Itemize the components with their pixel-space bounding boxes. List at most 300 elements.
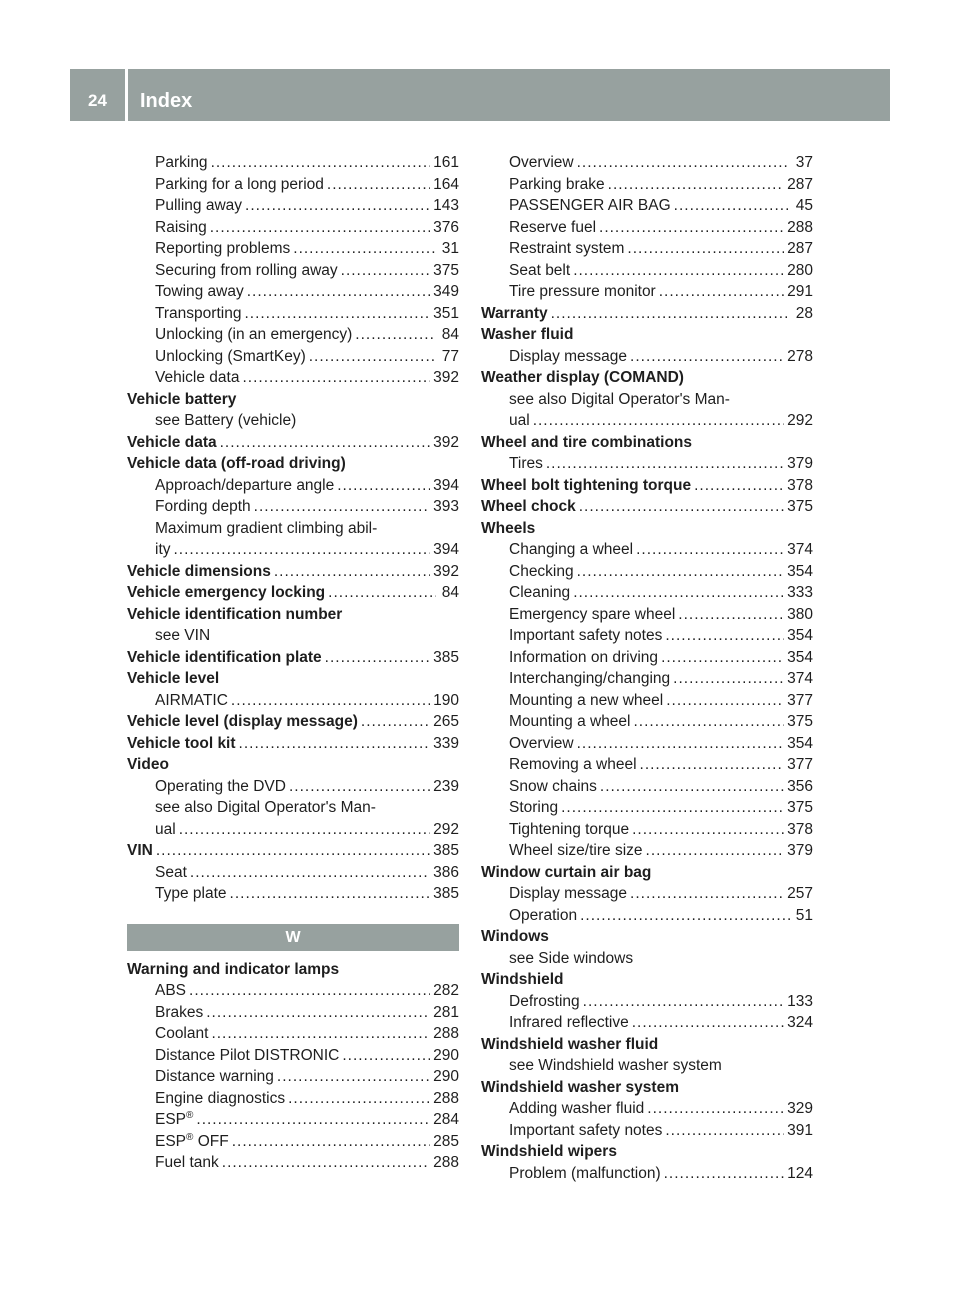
index-subentry [127,1045,459,1067]
entry-text: VIN [127,842,153,859]
page-reference: 392 [433,369,459,386]
entry-text: ESP® OFF [155,1131,229,1150]
dot-leader [189,980,430,1002]
entry-text: see Side windows [509,949,634,967]
entry-text: Emergency spare wheel [509,605,676,623]
page-reference: 84 [441,326,459,343]
index-subentry [127,883,459,905]
page-reference: 281 [433,1003,459,1021]
page-reference: 391 [787,1121,813,1139]
entry-text: Pulling away [155,197,243,214]
dot-leader [630,883,784,905]
dot-leader [577,733,785,755]
dot-leader [630,346,784,368]
index-subentry [481,840,813,862]
entry-text: Weather display (COMAND) [481,369,684,386]
page-reference: 45 [795,197,813,214]
dot-leader [190,862,430,884]
entry-text: Vehicle emergency locking [127,584,326,601]
index-subentry [481,1055,813,1077]
dot-leader [361,711,430,733]
page-reference: 324 [787,1014,813,1031]
page-reference: 31 [441,240,459,257]
index-subentry [481,1012,813,1034]
page-reference: 285 [433,1132,459,1150]
dot-leader [533,410,784,432]
page-reference: 282 [433,982,459,999]
index-column-right [481,152,813,1184]
page-reference: 290 [433,1068,459,1085]
dot-leader [674,195,790,217]
dot-leader [341,260,430,282]
index-entry-heading [481,1077,813,1099]
entry-text: Fording depth [155,498,251,515]
entry-text: Wheels [481,519,536,537]
index-subentry [127,625,459,647]
entry-text: Display message [509,347,628,365]
page-reference: 291 [787,283,813,300]
index-subentry [127,776,459,798]
entry-text: Wheel bolt tightening torque [481,476,692,494]
index-subentry [481,217,813,239]
page-reference: 379 [787,455,813,472]
entry-text: see also Digital Operator's Man- [509,390,730,408]
index-entry-heading [127,840,459,862]
dot-leader [274,561,430,583]
dot-leader [659,281,784,303]
entry-text: Interchanging/changing [509,670,671,687]
entry-text: ual [155,820,176,838]
page-reference: 287 [787,240,813,257]
page-reference: 37 [795,154,813,171]
dot-leader [673,668,784,690]
index-subentry [127,1109,459,1131]
entry-text: Information on driving [509,648,659,666]
dot-leader [577,152,790,174]
entry-text: Brakes [155,1003,204,1021]
entry-text: Adding washer fluid [509,1100,645,1117]
index-subentry [481,733,813,755]
entry-text: PASSENGER AIR BAG [509,197,671,214]
index-subentry [481,410,813,432]
entry-text: Vehicle identification number [127,605,343,623]
dot-leader [327,174,430,196]
entry-text: Vehicle level (display message) [127,713,358,730]
entry-text: Vehicle data [155,369,240,386]
dot-leader [573,582,784,604]
entry-text: Fuel tank [155,1154,219,1171]
page-reference: 385 [433,885,459,902]
entry-text: Problem (malfunction) [509,1164,661,1182]
entry-text: Raising [155,218,207,236]
page-reference: 394 [433,476,459,494]
index-subentry [127,1023,459,1045]
index-entry-heading [481,475,813,497]
page-reference: 278 [787,347,813,365]
page-reference: 288 [433,1025,459,1042]
page-reference: 161 [433,154,459,171]
page-reference: 374 [787,670,813,687]
entry-text: Vehicle data [127,433,217,451]
page-reference: 393 [433,498,459,515]
entry-text: Infrared reflective [509,1014,629,1031]
index-subentry [127,152,459,174]
index-entry-heading [481,367,813,389]
entry-text: Securing from rolling away [155,261,338,279]
index-list-w [127,959,459,1174]
dot-leader [355,324,436,346]
dot-leader [179,819,430,841]
page-reference: 376 [433,218,459,236]
page-reference: 354 [787,562,813,580]
entry-text: Window curtain air bag [481,863,652,881]
index-subentry [127,303,459,325]
dot-leader [337,475,430,497]
entry-text: Seat belt [509,261,571,279]
index-subentry [481,346,813,368]
entry-text: Important safety notes [509,1121,663,1139]
index-subentry [481,1098,813,1120]
index-entry-heading [481,926,813,948]
page-reference: 351 [433,304,459,322]
dot-leader [561,797,784,819]
index-subentry [481,883,813,905]
page-reference: 288 [433,1154,459,1171]
index-entry-heading [481,303,813,325]
page-reference: 349 [433,283,459,300]
entry-text: Video [127,756,169,773]
dot-leader [551,303,790,325]
entry-text: Windshield washer fluid [481,1035,659,1053]
index-subentry [481,174,813,196]
dot-leader [247,281,430,303]
page-reference: 356 [787,777,813,795]
page-reference: 143 [433,197,459,214]
entry-text: Overview [509,154,574,171]
index-entry-heading [127,432,459,454]
index-subentry [127,238,459,260]
index-subentry [481,238,813,260]
index-subentry [127,496,459,518]
entry-text: Windshield [481,971,564,988]
page-reference: 292 [787,412,813,429]
index-entry-heading [481,1141,813,1163]
index-entry-heading [481,969,813,991]
index-entry-heading [127,389,459,411]
index-entry-heading [127,754,459,776]
index-subentry [481,1163,813,1185]
entry-text: Tires [509,455,543,472]
page-header [70,69,890,121]
index-subentry [481,281,813,303]
dot-leader [206,1002,430,1024]
index-subentry [127,539,459,561]
dot-leader [342,1045,430,1067]
dot-leader [277,1066,430,1088]
dot-leader [211,152,431,174]
registered-mark: ® [186,1131,194,1143]
index-subentry [481,711,813,733]
dot-leader [636,539,784,561]
page-reference: 375 [787,498,813,515]
index-subentry [481,797,813,819]
entry-text: Changing a wheel [509,541,634,558]
dot-leader [632,1012,784,1034]
dot-leader [309,346,436,368]
entry-text: Parking brake [509,175,605,193]
page-reference: 378 [787,476,813,494]
dot-leader [220,432,431,454]
dot-leader [325,647,430,669]
index-subentry [481,389,813,411]
index-subentry [481,948,813,970]
index-subentry [481,668,813,690]
dot-leader [665,1120,784,1142]
entry-text: ual [509,412,530,429]
entry-text: Unlocking (SmartKey) [155,347,306,365]
entry-text: Transporting [155,304,242,322]
index-entry-heading [481,518,813,540]
index-subentry [481,195,813,217]
dot-leader [600,776,784,798]
index-subentry [481,819,813,841]
index-subentry [481,260,813,282]
page-reference: 354 [787,734,813,752]
entry-text: Overview [509,734,574,752]
entry-text: Coolant [155,1025,209,1042]
index-subentry [127,819,459,841]
dot-leader [174,539,431,561]
entry-text: Mounting a wheel [509,713,631,730]
index-subentry [481,539,813,561]
entry-text: Restraint system [509,240,625,257]
index-entry-heading [127,668,459,690]
index-subentry [481,754,813,776]
page-reference: 292 [433,820,459,838]
index-entry-heading [127,959,459,981]
dot-leader [664,1163,785,1185]
index-subentry [127,1131,459,1153]
entry-text: ABS [155,982,187,999]
entry-text: Unlocking (in an emergency) [155,326,353,343]
dot-leader [678,604,784,626]
index-subentry [127,797,459,819]
index-subentry [481,561,813,583]
page-reference: 124 [787,1164,813,1182]
entry-text: Wheel chock [481,498,576,515]
index-subentry [127,475,459,497]
page-reference: 290 [433,1046,459,1064]
entry-text: ESP® [155,1109,194,1128]
entry-text: see also Digital Operator's Man- [155,799,376,816]
index-subentry [127,518,459,540]
dot-leader [211,1023,430,1045]
entry-text: Vehicle data (off-road driving) [127,455,346,472]
index-subentry [127,281,459,303]
index-entry-heading [127,647,459,669]
entry-text: Removing a wheel [509,756,637,773]
page-reference: 84 [441,584,459,601]
dot-leader [573,260,784,282]
index-entry-heading [481,862,813,884]
page-reference: 133 [787,992,813,1010]
dot-leader [232,1131,430,1153]
dot-leader [579,496,784,518]
dot-leader [661,647,784,669]
entry-text: Operating the DVD [155,777,286,795]
index-subentry [481,625,813,647]
page-reference: 288 [787,218,813,236]
dot-leader [289,776,430,798]
dot-leader [288,1088,430,1110]
index-entry-heading [127,711,459,733]
index-subentry [127,1066,459,1088]
index-entry-heading [127,561,459,583]
entry-text: Vehicle dimensions [127,562,271,580]
page-reference: 51 [795,906,813,924]
entry-text: Reserve fuel [509,218,597,236]
index-subentry [481,905,813,927]
page-reference: 377 [787,691,813,709]
index-entry-heading [481,496,813,518]
entry-text: Warranty [481,304,548,322]
entry-text: Type plate [155,885,227,902]
index-list-w-continued [481,152,813,1184]
dot-leader [328,582,436,604]
dot-leader [694,475,784,497]
entry-text: Windshield washer system [481,1078,679,1096]
entry-text: Checking [509,562,574,580]
index-subentry [481,604,813,626]
page-reference: 239 [433,777,459,795]
dot-leader [242,367,430,389]
dot-leader [254,496,430,518]
page-reference: 385 [433,648,459,666]
index-entry-heading [127,733,459,755]
dot-leader [230,883,431,905]
entry-text: AIRMATIC [155,691,228,709]
entry-text: ity [155,541,171,558]
dot-leader [577,561,785,583]
index-subentry [127,980,459,1002]
index-entry-heading [127,453,459,475]
index-subentry [481,152,813,174]
index-subentry [481,991,813,1013]
entry-text: Parking [155,154,208,171]
page-reference: 354 [787,648,813,666]
index-subentry [127,346,459,368]
index-subentry [127,260,459,282]
entry-text: Tightening torque [509,820,630,838]
page-reference: 190 [433,691,459,709]
page-reference: 284 [433,1111,459,1128]
page-reference: 287 [787,175,813,193]
index-subentry [127,410,459,432]
entry-text: see Windshield washer system [509,1057,722,1074]
page-reference: 378 [787,820,813,838]
index-subentry [127,690,459,712]
page-reference: 265 [433,713,459,730]
index-subentry [481,453,813,475]
index-column-left [127,152,459,1174]
page-reference: 374 [787,541,813,558]
page-reference: 329 [787,1100,813,1117]
dot-leader [210,217,430,239]
dot-leader [646,840,785,862]
page-title: Index [140,90,193,112]
page-reference: 394 [433,541,459,558]
entry-text: Vehicle identification plate [127,648,322,666]
index-entry-heading [127,604,459,626]
entry-text: Wheel and tire combinations [481,433,692,451]
entry-text: Parking for a long period [155,175,324,193]
dot-leader [666,690,784,712]
entry-text: Maximum gradient climbing abil- [155,519,378,537]
dot-leader [632,819,784,841]
dot-leader [222,1152,430,1174]
page-reference: 375 [787,799,813,816]
index-subentry [127,1152,459,1174]
dot-leader [244,303,430,325]
entry-text: Vehicle tool kit [127,734,236,752]
index-subentry [127,862,459,884]
dot-leader [293,238,436,260]
dot-leader [580,905,790,927]
entry-text: Tire pressure monitor [509,283,656,300]
dot-leader [196,1109,430,1131]
section-letter-w: W [127,924,459,951]
entry-text: Operation [509,906,578,924]
index-entry-heading [481,1034,813,1056]
dot-leader [231,690,430,712]
entry-text: Vehicle battery [127,390,237,408]
page-reference: 375 [787,713,813,730]
page-reference: 280 [787,261,813,279]
dot-leader [156,840,430,862]
page-reference: 379 [787,842,813,859]
page-reference: 380 [787,605,813,623]
entry-text: Defrosting [509,992,580,1010]
dot-leader [640,754,785,776]
entry-text: Towing away [155,283,244,300]
entry-text: see Battery (vehicle) [155,412,297,429]
registered-mark: ® [186,1109,194,1121]
index-subentry [481,647,813,669]
entry-text: Vehicle level [127,670,220,687]
entry-text: Windows [481,928,549,945]
dot-leader [665,625,784,647]
dot-leader [583,991,784,1013]
dot-leader [245,195,430,217]
dot-leader [647,1098,784,1120]
page-reference: 333 [787,584,813,601]
index-subentry [127,174,459,196]
entry-text: Distance warning [155,1068,274,1085]
page-reference: 377 [787,756,813,773]
index-subentry [127,324,459,346]
index-subentry [127,367,459,389]
index-subentry [127,195,459,217]
entry-text: Warning and indicator lamps [127,960,340,978]
entry-text: Distance Pilot DISTRONIC [155,1046,340,1064]
entry-text: Seat [155,863,187,881]
page-reference: 164 [433,175,459,193]
dot-leader [546,453,784,475]
page-number: 24 [88,91,107,110]
page-reference: 386 [433,863,459,881]
dot-leader [239,733,431,755]
page-reference: 385 [433,842,459,859]
